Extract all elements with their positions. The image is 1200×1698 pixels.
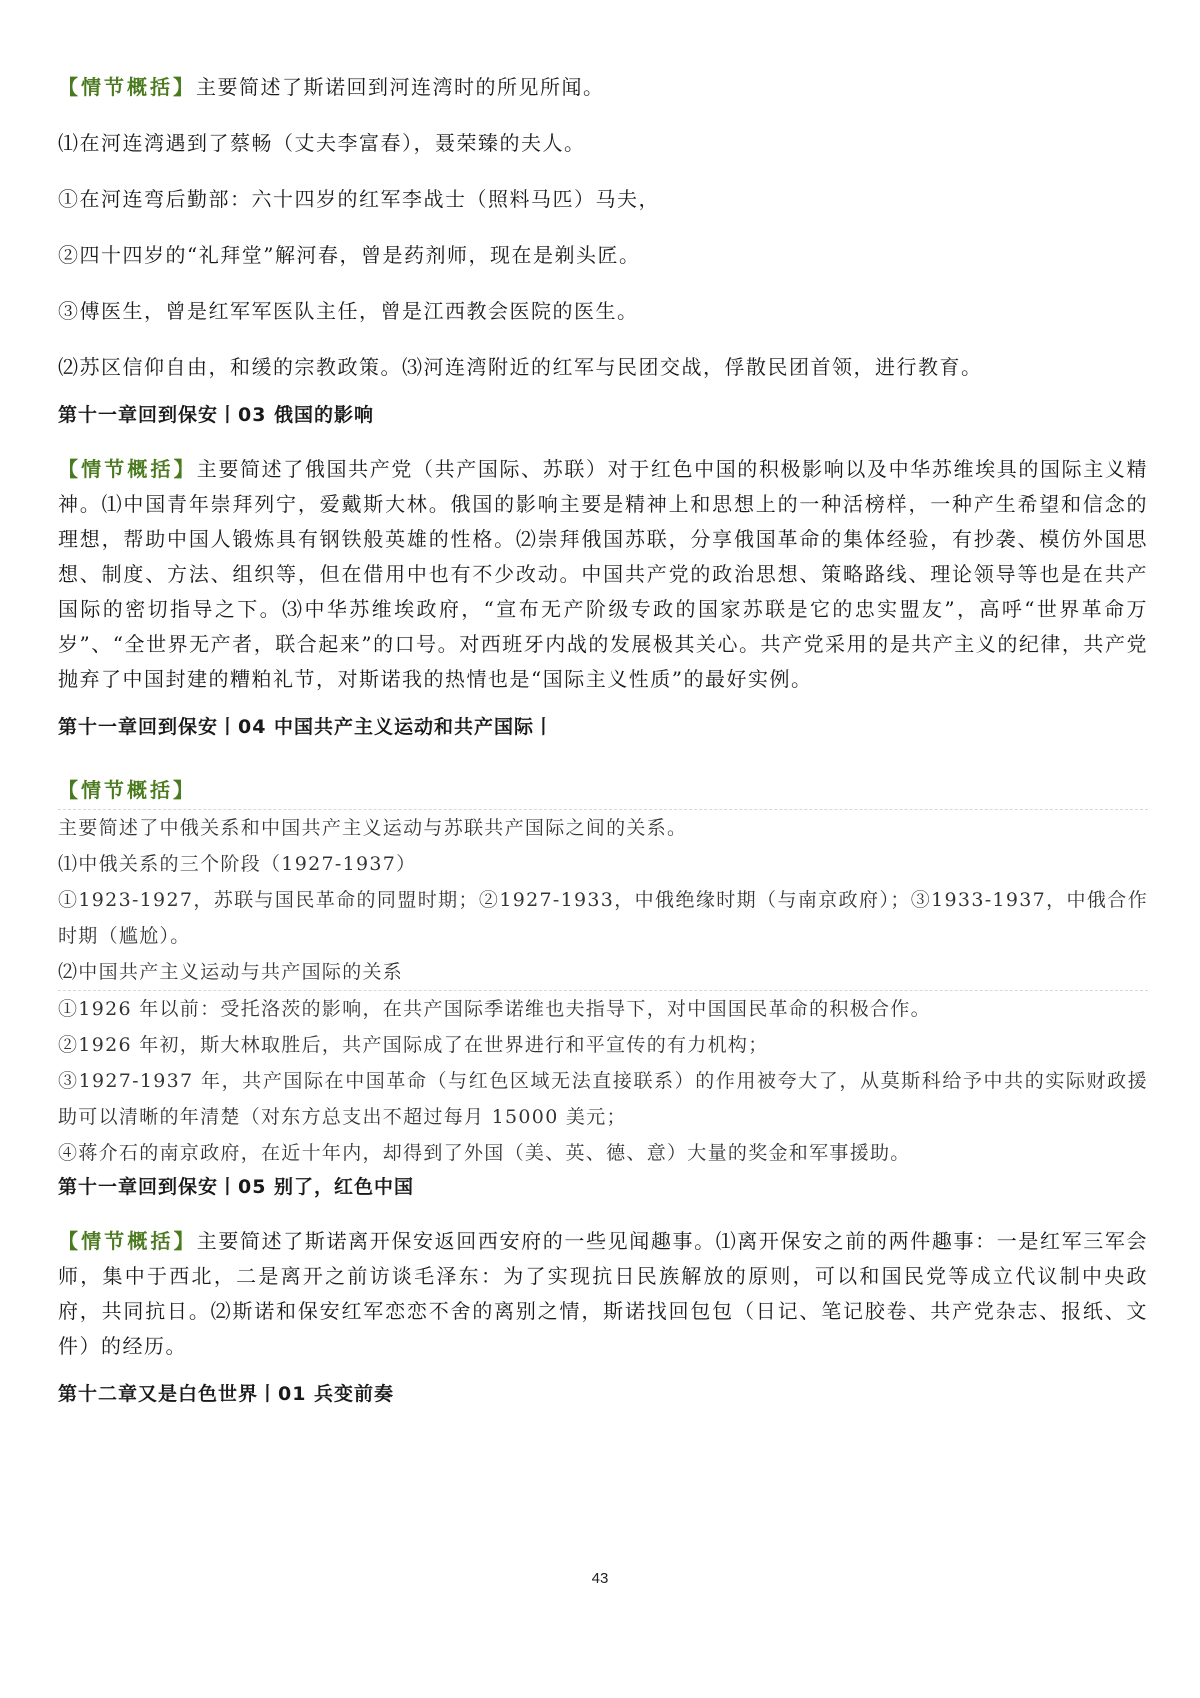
section1-item: ⑴在河连湾遇到了蔡畅（丈夫李富春），聂荣臻的夫人。	[58, 131, 586, 155]
section1-item: ⑵苏区信仰自由，和缓的宗教政策。⑶河连湾附近的红军与民团交战，俘散民团首领，进行教育。	[58, 355, 983, 379]
section3-summary: 主要简述了中俄关系和中国共产主义运动与苏联共产国际之间的关系。	[58, 817, 688, 839]
section3-sub2-title: ⑵中国共产主义运动与共产国际的关系	[58, 954, 1148, 991]
section3-tag-row	[58, 773, 1148, 810]
page-content	[58, 70, 1148, 1410]
tag-label: 【情节概括】	[58, 1229, 197, 1253]
page-number: 43	[591, 1570, 609, 1587]
tag-label: 【情节概括】	[58, 457, 197, 481]
section3-block	[58, 773, 1148, 1171]
section1-item: ③傅医生，曾是红军军医队主任，曾是江西教会医院的医生。	[58, 299, 639, 323]
section3-sub2-item: ③1927-1937 年，共产国际在中国革命（与红色区域无法直接联系）的作用被夸大了，从莫斯科给予中共的实际财政援助可以清晰的年清楚（对东方总支出不超过每月 15000 美元；	[58, 1070, 1148, 1128]
section-heading: 第十一章回到保安丨04 中国共产主义运动和共产国际丨	[58, 716, 555, 738]
section2-paragraph: 【情节概括】主要简述了俄国共产党（共产国际、苏联）对于红色中国的积极影响以及中华苏维埃具的国际主义精神。⑴中国青年崇拜列宁，爱戴斯大林。俄国的影响主要是精神上和思想上的一种活榜样，一种产生希望和信念的理想，帮助中国人锻炼具有钢铁般英雄的性格。⑵崇拜俄国苏联，分享俄国革命的集体经验，有抄袭、模仿外国思想、制度、方法、组织等，但在借用中也有不少改动。中国共产党的政治思想、策略路线、理论领导等也是在共产国际的密切指导之下。⑶中华苏维埃政府，“宣布无产阶级专政的国家苏联是它的忠实盟友”，高呼“世界革命万岁”、“全世界无产者，联合起来”的口号。对西班牙内战的发展极其关心。共产党采用的是共产主义的纪律，共产党抛弃了中国封建的糟粕礼节，对斯诺我的热情也是“国际主义性质”的最好实例。	[58, 457, 1149, 691]
section3-sub2-item: ②1926 年初，斯大林取胜后，共产国际成了在世界进行和平宣传的有力机构；	[58, 1034, 769, 1056]
section3-sub2-item: ④蒋介石的南京政府，在近十年内，却得到了外国（美、英、德、意）大量的奖金和军事援助。	[58, 1142, 911, 1164]
section1-summary: 【情节概括】主要简述了斯诺回到河连湾时的所见所闻。	[58, 75, 605, 99]
section3-sub1-body: ①1923-1927，苏联与国民革命的同盟时期；②1927-1933，中俄绝缘时期（与南京政府）；③1933-1937，中俄合作时期（尴尬）。	[58, 889, 1148, 947]
section-heading: 第十二章又是白色世界丨01 兵变前奏	[58, 1383, 395, 1405]
section-heading: 第十一章回到保安丨03 俄国的影响	[58, 404, 375, 426]
section-heading: 第十一章回到保安丨05 别了，红色中国	[58, 1176, 415, 1198]
section1-item: ②四十四岁的“礼拜堂”解河春，曾是药剂师，现在是剃头匠。	[58, 243, 641, 267]
tag-label: 【情节概括】	[58, 778, 196, 802]
section3-sub2-item: ①1926 年以前：受托洛茨的影响，在共产国际季诺维也夫指导下，对中国国民革命的积极合作。	[58, 998, 931, 1020]
section3-sub1-title: ⑴中俄关系的三个阶段（1927-1937）	[58, 853, 417, 875]
tag-label: 【情节概括】	[58, 75, 196, 99]
section1-item: ①在河连弯后勤部：六十四岁的红军李战士（照料马匹）马夫，	[58, 187, 660, 211]
section4-paragraph: 【情节概括】主要简述了斯诺离开保安返回西安府的一些见闻趣事。⑴离开保安之前的两件趣事：一是红军三军会师，集中于西北，二是离开之前访谈毛泽东：为了实现抗日民族解放的原则，可以和国民党等成立代议制中央政府，共同抗日。⑵斯诺和保安红军恋恋不舍的离别之情，斯诺找回包包（日记、笔记胶卷、共产党杂志、报纸、文件）的经历。	[58, 1229, 1149, 1358]
